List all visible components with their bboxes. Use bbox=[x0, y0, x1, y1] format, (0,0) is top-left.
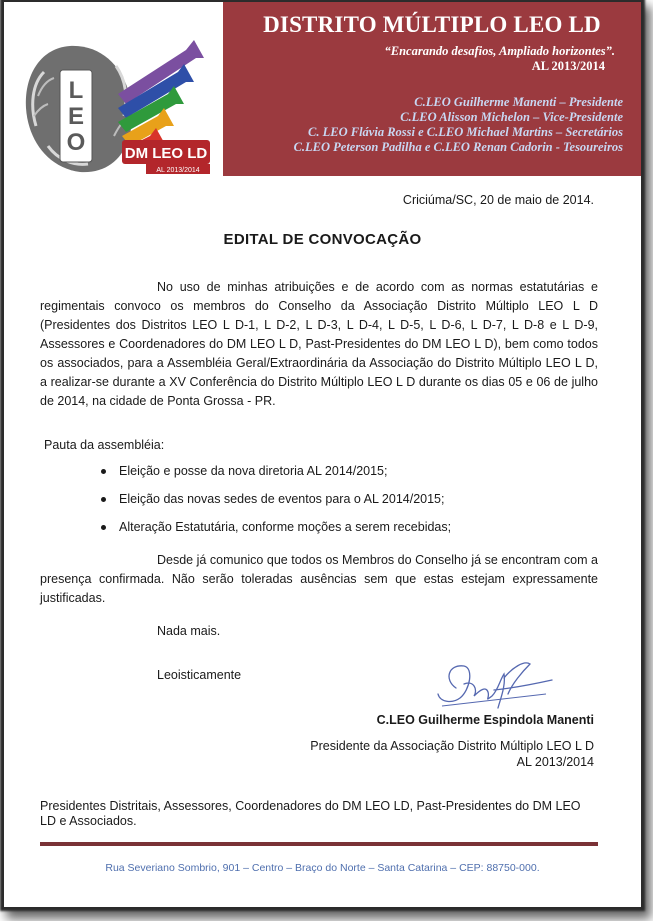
paragraph-text: No uso de minhas atribuições e de acordo com as normas estatutárias e regimentais convoco os membros do Conselho da Associação Distrito Múltiplo LEO L D (Presidentes dos Distritos LEO L D-1, L D-2, L D-3, L D-4, L D-5, L D-6, L D-7, L D-8 e L D-9, Assessores e Coordenadores do DM LEO L D, Past-Presidentes do DM LEO L D), bem como todos os associados, para a Assembléia Geral/Extraordinária da Associação do Distrito Múltiplo LEO L D, a realizar-se durante a XV Conferência do Distrito Múltiplo LEO L D durante os dias 05 e 06 de julho de 2014, na cidade de Ponta Grossa - PR. bbox=[40, 280, 598, 408]
officer-line: C.LEO Guilherme Manenti – Presidente bbox=[414, 95, 623, 109]
signer-year: AL 2013/2014 bbox=[516, 755, 594, 769]
header-band bbox=[223, 2, 641, 176]
dm-leo-ld-logo bbox=[18, 36, 214, 176]
svg-text:L: L bbox=[68, 77, 84, 104]
list-item: Alteração Estatutária, conforme moções a serem recebidas; bbox=[101, 518, 451, 546]
list-item: Eleição das novas sedes de eventos para o AL 2014/2015; bbox=[101, 490, 451, 518]
handwritten-signature bbox=[434, 650, 554, 716]
paragraph-notice bbox=[40, 551, 598, 608]
officer-line: C. LEO Flávia Rossi e C.LEO Michael Martins – Secretários bbox=[308, 125, 623, 139]
org-motto: “Encarando desafios, Ampliado horizontes”. bbox=[384, 44, 615, 58]
signature-block bbox=[310, 712, 594, 770]
footer-address: Rua Severiano Sombrio, 901 – Centro – Braço do Norte – Santa Catarina – CEP: 88750-000. bbox=[105, 862, 540, 874]
recipients-line: Presidentes Distritais, Assessores, Coordenadores do DM LEO LD, Past-Presidentes do DM LEO LD e Associados. bbox=[40, 799, 581, 828]
org-title: DISTRITO MÚLTIPLO LEO LD bbox=[263, 12, 601, 37]
officer-line: C.LEO Peterson Padilha e C.LEO Renan Cadorin - Tesoureiros bbox=[293, 140, 623, 154]
org-year: AL 2013/2014 bbox=[531, 59, 605, 73]
paragraph-text: Desde já comunico que todos os Membros do Conselho já se encontram com a presença confirmada. Não serão toleradas ausências sem que estas estejam expressamente justificadas. bbox=[40, 553, 598, 605]
logo-badge-year: AL 2013/2014 bbox=[156, 167, 200, 174]
agenda-list bbox=[101, 462, 451, 546]
officers-list bbox=[294, 95, 623, 155]
document-title: EDITAL DE CONVOCAÇÃO bbox=[223, 231, 422, 248]
paragraph-convocation bbox=[40, 278, 598, 411]
footer-divider bbox=[40, 842, 598, 846]
signer-role: Presidente da Associação Distrito Múltiplo LEO L D bbox=[310, 739, 594, 753]
document-page bbox=[4, 2, 641, 907]
agenda-label: Pauta da assembléia: bbox=[44, 438, 165, 452]
document-date: Criciúma/SC, 20 de maio de 2014. bbox=[402, 193, 594, 207]
closing-salutation: Leoisticamente bbox=[157, 668, 242, 682]
officer-line: C.LEO Alisson Michelon – Vice-Presidente bbox=[400, 110, 623, 124]
svg-text:E: E bbox=[67, 103, 85, 130]
closing-line: Nada mais. bbox=[157, 624, 221, 638]
logo-badge-text: DM LEO LD bbox=[124, 145, 208, 162]
signer-name: C.LEO Guilherme Espindola Manenti bbox=[376, 713, 594, 727]
list-item: Eleição e posse da nova diretoria AL 2014/2015; bbox=[101, 462, 451, 490]
svg-text:O: O bbox=[66, 129, 86, 156]
